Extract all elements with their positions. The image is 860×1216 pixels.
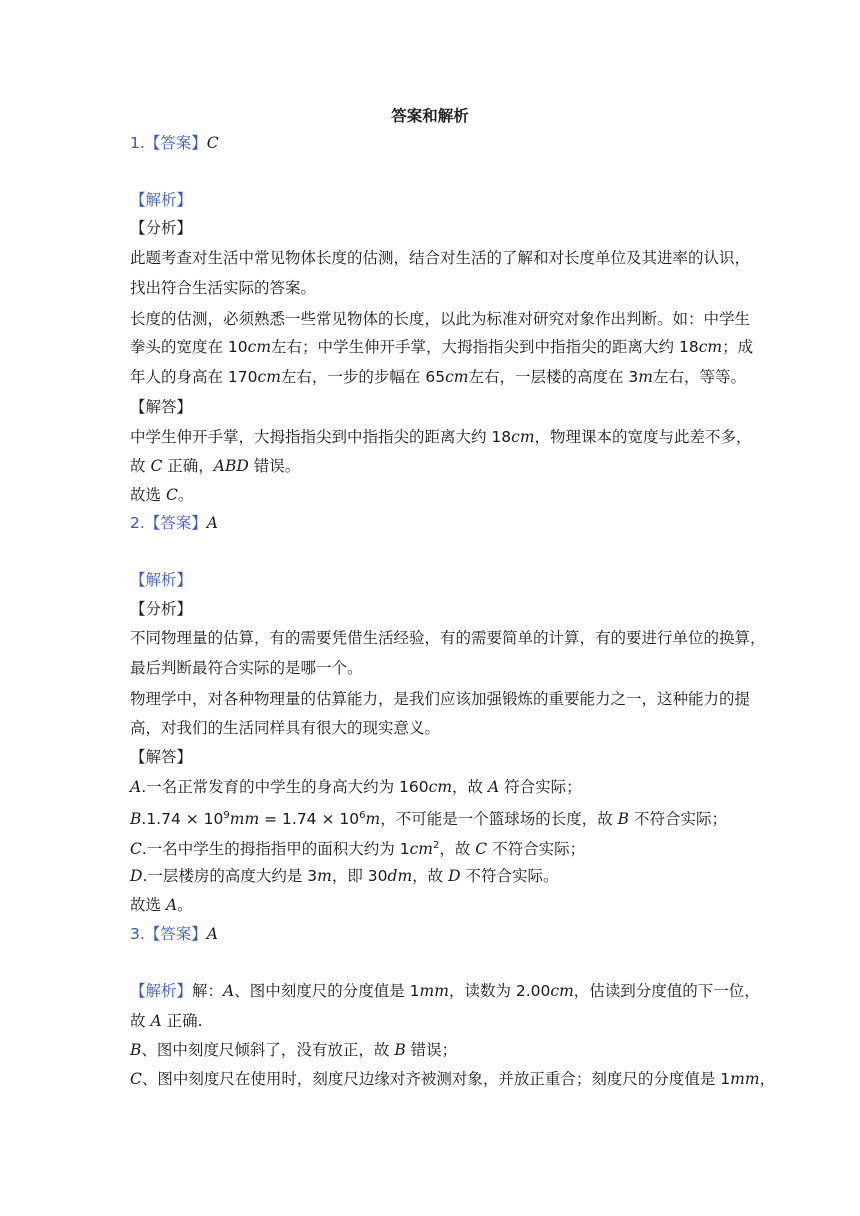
text: .一层楼房的高度大约是 3: [142, 867, 318, 885]
q1-analysis-line-2: 找出符合生活实际的答案。: [130, 279, 317, 297]
text: 拳头的宽度在 10: [130, 338, 248, 356]
option: A: [487, 778, 500, 796]
text: ，: [759, 1070, 776, 1088]
text: .一名正常发育的中学生的身高大约为 160: [141, 778, 429, 796]
option: A: [165, 896, 178, 914]
text: 不符合实际；: [487, 840, 586, 859]
text: ，故: [412, 867, 449, 885]
option: C: [150, 457, 163, 475]
q1-answer-label: 1.【答案】: [130, 134, 207, 152]
q3-analysis-line-2: [130, 1011, 203, 1031]
q2-solution-option-c: [130, 836, 585, 859]
q2-analysis-line-2: 最后判断最符合实际的是哪一个。: [130, 659, 363, 677]
q2-jiexi-label: 【解析】: [130, 571, 193, 589]
option: B: [617, 810, 630, 829]
option: A: [223, 982, 235, 1000]
q1-fenxi-label: 【分析】: [130, 219, 193, 237]
q2-jieda-label: 【解答】: [130, 748, 193, 766]
unit: m: [365, 810, 381, 829]
exponent: 6: [359, 810, 366, 821]
text: 解：: [192, 982, 224, 1000]
unit: mm: [229, 810, 260, 829]
option: A: [150, 1012, 162, 1030]
q3-answer-label: 3.【答案】: [130, 925, 207, 943]
text: 正确，: [162, 457, 214, 475]
option: ABD: [213, 457, 249, 475]
text: = 1.74 × 10: [259, 810, 360, 829]
text: 、图中刻度尺在使用时，刻度尺边缘对齐被测对象，并放正重合；刻度尺的分度值是 1: [141, 1070, 731, 1088]
unit: cm: [409, 840, 433, 859]
unit: cm: [257, 368, 281, 386]
text: 符合实际；: [499, 778, 582, 796]
q1-analysis-line-5: [130, 367, 746, 387]
q1-analysis-line-1: 此题考查对生活中常见物体长度的估测，结合对生活的了解和对长度单位及其进率的认识，: [130, 249, 751, 267]
text: 故: [130, 1012, 151, 1030]
text: 。: [177, 896, 193, 914]
option: D: [448, 867, 461, 885]
q2-answer-label: 2.【答案】: [130, 514, 207, 532]
option: C: [165, 486, 178, 504]
q2-solution-option-a: [130, 777, 582, 797]
text: ；成: [722, 338, 754, 356]
q2-analysis-line-3: 物理学中，对各种物理量的估算能力，是我们应该加强锻炼的重要能力之一，这种能力的提: [130, 690, 751, 708]
q1-solution-line-2: [130, 456, 300, 476]
text: ，不可能是一个篮球场的长度，故: [380, 810, 618, 829]
text: 、图中刻度尺的分度值是 1: [234, 982, 420, 1000]
unit: cm: [247, 338, 272, 356]
q1-analysis-line-3: 长度的估测，必须熟悉一些常见物体的长度，以此为标准对研究对象作出判断。如：中学生: [130, 310, 751, 328]
text: 故选: [130, 896, 166, 914]
text: 左右；中学生伸开手掌，大拇指指尖到中指指尖的距离大约 18: [271, 338, 699, 356]
option: A: [130, 778, 142, 796]
page-title: 答案和解析: [391, 107, 469, 125]
text: ，即 30: [331, 867, 388, 885]
q3-answer-line: [130, 924, 218, 944]
q1-analysis-line-4: [130, 337, 753, 357]
text: 左右，等等。: [652, 368, 746, 386]
option: B: [394, 1041, 406, 1059]
text: 左右，一步的步幅在 65: [280, 368, 446, 386]
exponent: 9: [223, 810, 230, 821]
unit: mm: [419, 982, 449, 1000]
text: 不符合实际；: [629, 810, 727, 829]
text: 错误。: [248, 457, 301, 475]
q1-answer-line: [130, 133, 219, 153]
q1-answer-value: C: [206, 134, 219, 152]
text: 。: [177, 486, 194, 504]
q3-analysis-line-3: [130, 1040, 457, 1060]
q2-solution-option-b: [130, 806, 727, 829]
q1-jieda-label: 【解答】: [130, 398, 193, 416]
text: ，读数为 2.00: [448, 982, 551, 1000]
option: D: [130, 867, 143, 885]
unit: cm: [428, 778, 453, 796]
text: 中学生伸开手掌，大拇指指尖到中指指尖的距离大约 18: [130, 428, 512, 446]
unit: mm: [730, 1070, 760, 1088]
text: 左右，一层楼的高度在 3: [468, 368, 639, 386]
unit: cm: [698, 338, 723, 356]
q3-analysis-line-1: [130, 981, 760, 1001]
unit: cm: [445, 368, 469, 386]
option: C: [475, 840, 488, 859]
q1-jiexi-label: 【解析】: [130, 191, 193, 209]
unit: m: [638, 368, 653, 386]
text: .一名中学生的拇指指甲的面积大约为 1: [141, 840, 410, 859]
q2-analysis-line-4: 高，对我们的生活同样具有很大的现实意义。: [130, 719, 441, 737]
q1-solution-line-3: [130, 485, 193, 505]
text: 故选: [130, 486, 166, 504]
q3-jiexi-label: 【解析】: [130, 982, 193, 1000]
q1-solution-line-1: [130, 427, 752, 447]
text: ，估读到分度值的下一位，: [573, 982, 760, 1000]
exponent: 2: [432, 840, 440, 851]
q3-answer-value: A: [206, 925, 218, 943]
unit: cm: [511, 428, 535, 446]
q2-answer-value: A: [206, 514, 218, 532]
option: C: [130, 1070, 142, 1088]
q3-analysis-line-4: [130, 1069, 775, 1089]
text: 不符合实际。: [460, 867, 559, 885]
text: 错误；: [405, 1041, 458, 1059]
text: 、图中刻度尺倾斜了，没有放正，故: [141, 1041, 395, 1059]
unit: m: [317, 867, 332, 885]
text: 故: [130, 457, 151, 475]
text: ，故: [452, 778, 488, 796]
option: B: [130, 1041, 142, 1059]
option: B: [130, 810, 142, 829]
unit: dm: [387, 867, 413, 885]
q2-fenxi-label: 【分析】: [130, 600, 193, 618]
text: ，物理课本的宽度与此差不多，: [534, 428, 752, 446]
text: 年人的身高在 170: [130, 368, 258, 386]
text: 正确.: [161, 1012, 203, 1030]
text: ，故: [439, 840, 476, 859]
option: C: [130, 840, 142, 859]
unit: cm: [550, 982, 574, 1000]
q2-analysis-line-1: 不同物理量的估算，有的需要凭借生活经验，有的需要简单的计算，有的要进行单位的换算，: [130, 629, 766, 647]
q2-solution-option-d: [130, 866, 558, 886]
q2-solution-conclusion: [130, 895, 193, 915]
text: .1.74 × 10: [141, 810, 224, 829]
q2-answer-line: [130, 513, 218, 533]
